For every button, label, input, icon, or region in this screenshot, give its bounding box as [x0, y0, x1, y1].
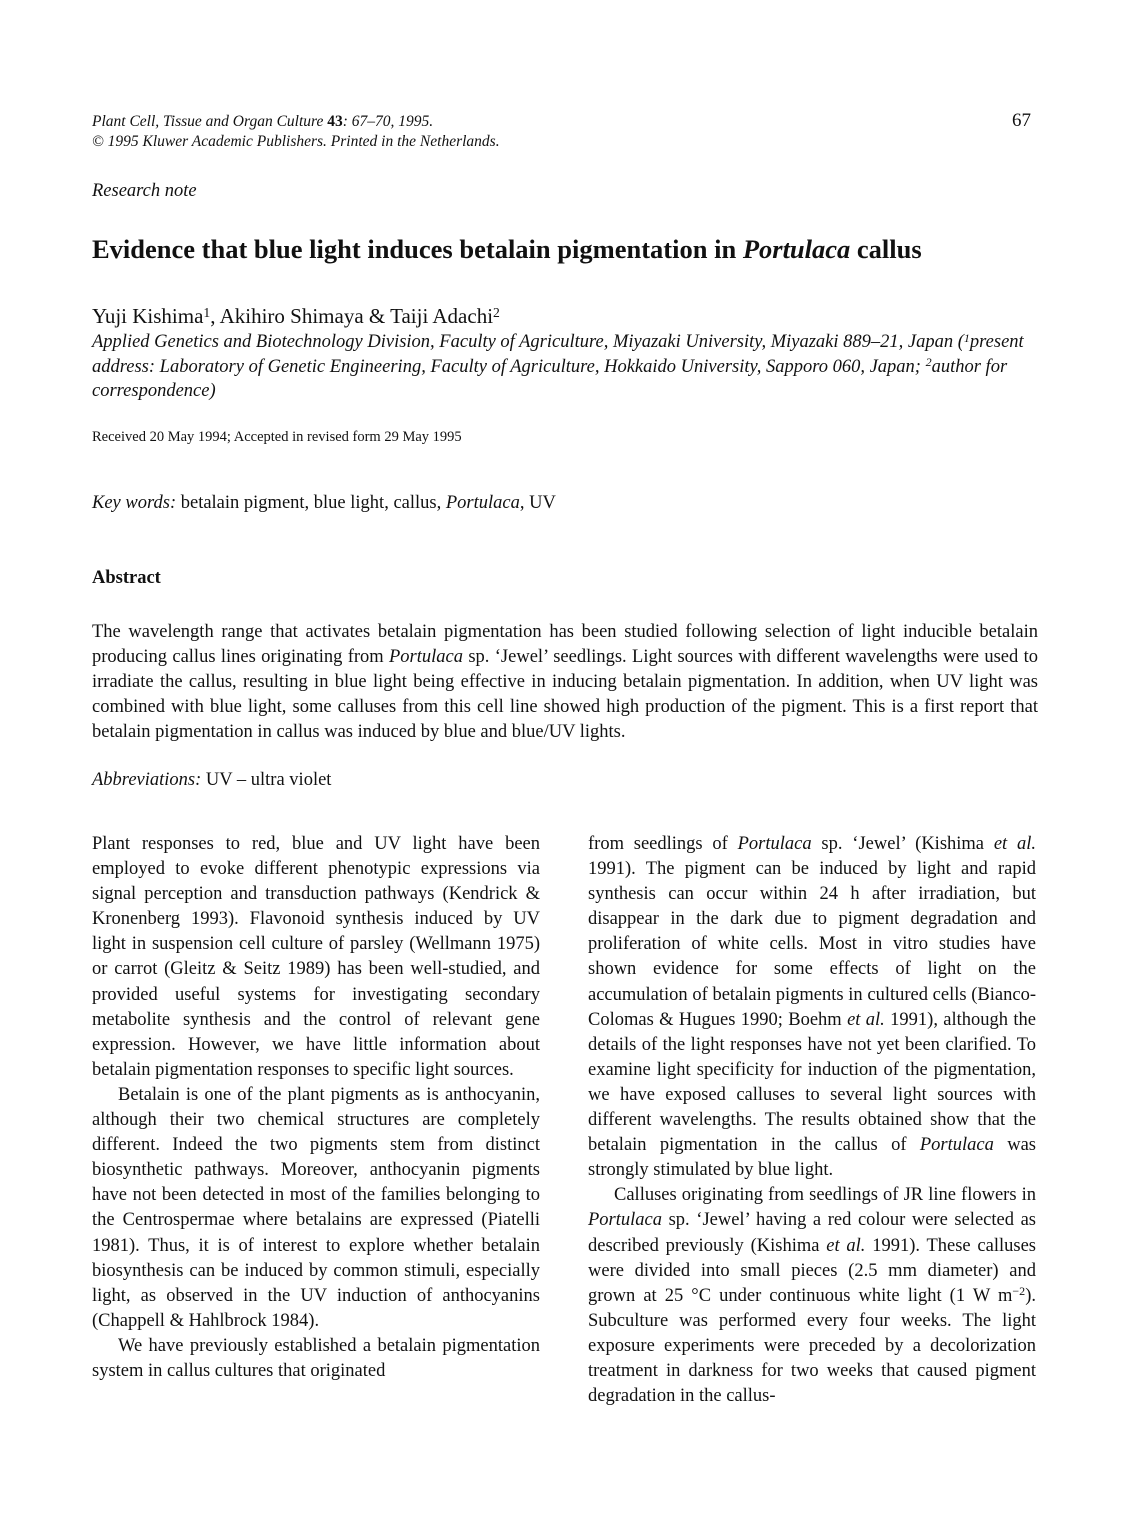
author-1-footnote: 1 — [203, 304, 211, 320]
author-3-footnote: 2 — [493, 304, 500, 320]
keywords-text2: , UV — [519, 493, 556, 513]
received-dates: Received 20 May 1994; Accepted in revised form 29 May 1995 — [92, 429, 462, 445]
text-run: 1991), although the details of the light responses have not yet been clarified. To examine light specificity for induction of the pigmentation, we have exposed calluses to several light sources with different wavelengths. The results obtained show that the betalain pigmentation in the callus of — [588, 1009, 1036, 1156]
affiliation-line3: author for correspondence) — [92, 356, 1008, 401]
journal-pages-year: : 67–70, 1995. — [342, 113, 434, 130]
body-column-left — [92, 832, 540, 1384]
affiliation-sup2: 2 — [925, 355, 932, 370]
copyright-line: © 1995 Kluwer Academic Publishers. Printed in the Netherlands. — [92, 133, 500, 150]
journal-volume: 43 — [327, 113, 343, 130]
genus-italic: Portulaca — [919, 1135, 994, 1156]
abbreviations-text: UV – ultra violet — [201, 770, 332, 790]
affiliation-line2: present address: Laboratory of Genetic Engineering, Faculty of Agriculture, Hokkaido University, Sapporo 060, Japan; — [92, 332, 1024, 377]
etal-italic: et al. — [826, 1235, 866, 1256]
author-2-3: , Akihiro Shimaya & Taiji Adachi — [210, 304, 494, 328]
abbreviations — [92, 770, 331, 791]
affiliation-sup1: 1 — [963, 330, 970, 345]
paragraph: Plant responses to red, blue and UV light have been employed to evoke different phenotypic expressions via signal perception and transduction pathways (Kendrick & Kronenberg 1993). Flavonoid synthesis induced by UV light in suspension cell culture of parsley (Wellmann 1975) or carrot (Gleitz & Seitz 1989) has been well-studied, and provided useful systems for investigating secondary metabolite synthesis and the control of relevant gene expression. However, we have little information about betalain pigmentation responses to specific light sources. — [92, 834, 540, 1080]
paragraph — [588, 1183, 1036, 1409]
keywords — [92, 493, 556, 514]
etal-italic: et al. — [993, 834, 1036, 854]
paragraph: We have previously established a betalain pigmentation system in callus cultures that originated — [92, 1335, 540, 1381]
author-list — [92, 304, 500, 329]
author-1: Yuji Kishima — [92, 304, 204, 328]
keywords-label: Key words: — [92, 493, 177, 513]
text-run: 1991). These calluses were divided into small pieces (2.5 mm diameter) and grown at 25 °C under continuous white light (1 W m — [588, 1235, 1036, 1306]
title-genus: Portulaca — [742, 234, 851, 264]
genus-italic: Portulaca — [588, 1210, 662, 1231]
text-run: ). Subculture was performed every four weeks. The light exposure experiments were preceded by a decolorization treatment in darkness for two weeks that caused pigment degradation in the callus- — [588, 1285, 1036, 1407]
etal-italic: et al. — [847, 1009, 885, 1030]
affiliation-line1: Applied Genetics and Biotechnology Division, Faculty of Agriculture, Miyazaki University, Miyazaki 889–21, Japan ( — [92, 332, 964, 352]
unit-exponent: −2 — [1012, 1284, 1026, 1299]
text-run: 1991). The pigment can be induced by light and rapid synthesis can occur within 24 h after irradiation, but disappear in the dark due to pigment degradation and proliferation of white cells. Most in vitro studies have shown evidence for some effects of light on the accumulation of betalain pigments in cultured cells (Bianco-Colomas & Hugues 1990; Boehm — [588, 859, 1036, 1030]
abstract-heading: Abstract — [92, 568, 161, 588]
abstract-part1: The wavelength range that activates betalain pigmentation has been studied following selection of light inducible betalain producing callus lines originating from — [92, 622, 1038, 667]
page-number: 67 — [1012, 110, 1031, 131]
genus-italic: Portulaca — [737, 834, 812, 854]
text-run: Calluses originating from seedlings of JR line flowers in — [614, 1185, 1036, 1206]
journal-line — [92, 112, 500, 132]
body-column-right — [588, 832, 1036, 1409]
affiliation — [92, 330, 1052, 404]
text-run: sp. ‘Jewel’ (Kishima — [811, 834, 994, 854]
keywords-text1: betalain pigment, blue light, callus, — [176, 493, 446, 513]
journal-citation — [92, 112, 500, 152]
section-note: Research note — [92, 181, 197, 201]
abstract-part2: sp. ‘Jewel’ seedlings. Light sources with different wavelengths were used to irradiate the callus, resulting in blue light being effective in inducing betalain pigmentation. In addition, when UV light was combined with blue light, some calluses from this cell line showed high production of the pigment. This is a first report that betalain pigmentation in callus was induced by blue and blue/UV lights. — [92, 647, 1038, 742]
paragraph — [588, 832, 1036, 1183]
article-title — [92, 234, 1092, 265]
abstract-text — [92, 620, 1038, 745]
abbreviations-label: Abbreviations: — [92, 770, 202, 790]
paragraph: Betalain is one of the plant pigments as is anthocyanin, although their two chemical structures are completely different. Indeed the two pigments stem from distinct biosynthetic pathways. Moreover, anthocyanin pigments have not been detected in most of the families belonging to the Centrospermae where betalains are expressed (Piatelli 1981). Thus, it is of interest to explore whether betalain biosynthesis can be induced by common stimuli, especially light, as observed in the UV induction of anthocyanins (Chappell & Hahlbrock 1984). — [92, 1084, 540, 1331]
journal-name: Plant Cell, Tissue and Organ Culture — [92, 113, 324, 130]
text-run: from seedlings of — [588, 834, 738, 854]
title-part3: callus — [850, 234, 922, 264]
abstract-genus: Portulaca — [389, 647, 463, 667]
title-part1: Evidence that blue light induces betalain pigmentation in — [92, 234, 743, 264]
keywords-genus: Portulaca — [445, 493, 520, 513]
text-run: was strongly stimulated by blue light. — [588, 1135, 1036, 1181]
text-run: sp. ‘Jewel’ having a red colour were selected as described previously (Kishima — [588, 1210, 1036, 1256]
